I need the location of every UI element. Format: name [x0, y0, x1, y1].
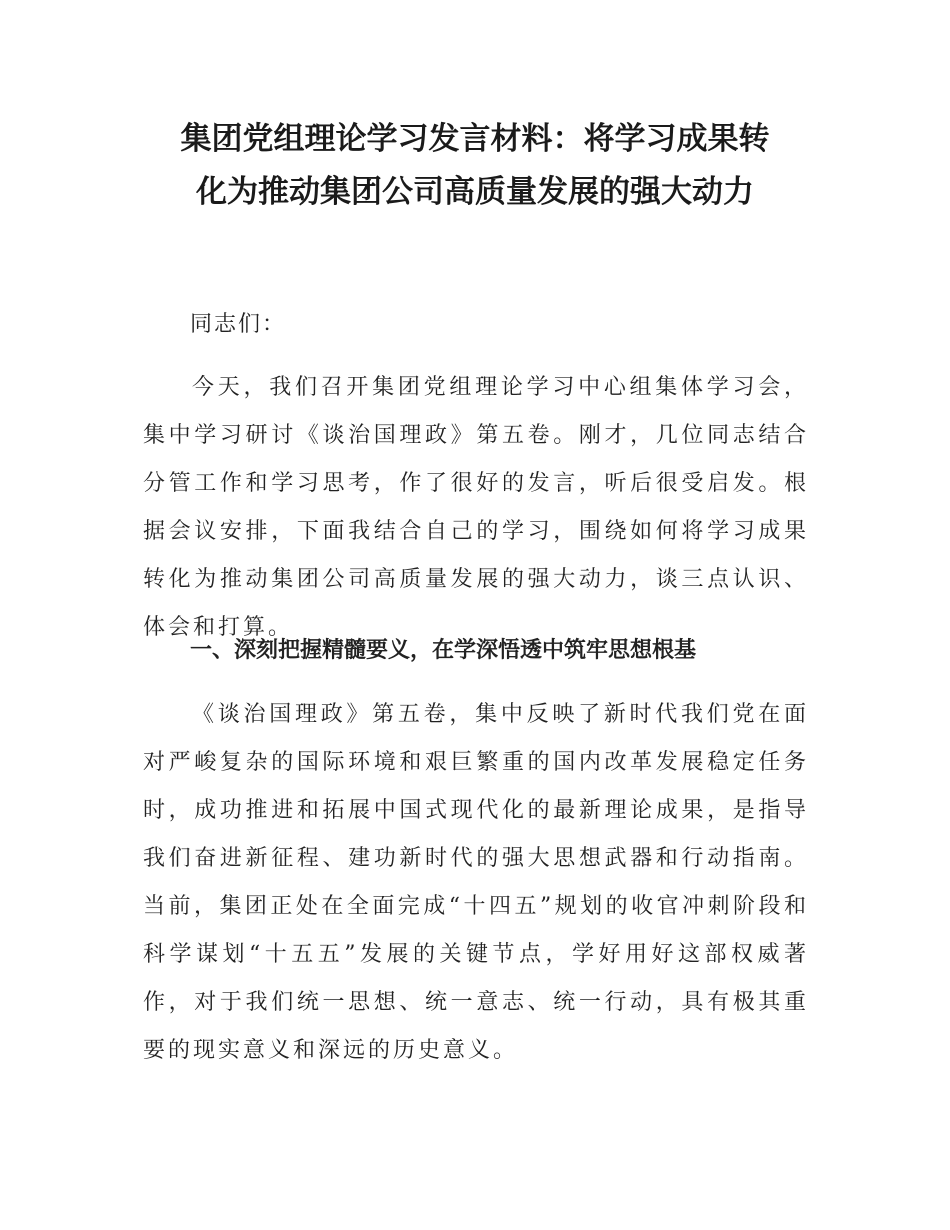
document-title	[120, 113, 830, 219]
paragraph-intro: 今天，我们召开集团党组理论学习中心组集体学习会，集中学习研讨《谈治国理政》第五卷。刚才，几位同志结合分管工作和学习思考，作了很好的发言，听后很受启发。根据会议安排，下面我结合自己的学习，围绕如何将学习成果转化为推动集团公司高质量发展的强大动力，谈三点认识、体会和打算。	[143, 375, 809, 640]
title-line-2: 化为推动集团公司高质量发展的强大动力	[196, 174, 754, 210]
title-line-1: 集团党组理论学习发言材料：将学习成果转	[180, 121, 770, 157]
salutation: 同志们：	[190, 312, 287, 337]
section-heading-1: 一、深刻把握精髓要义，在学深悟透中筑牢思想根基	[190, 638, 697, 663]
paragraph-section-1: 《谈治国理政》第五卷，集中反映了新时代我们党在面对严峻复杂的国际环境和艰巨繁重的国内改革发展稳定任务时，成功推进和拓展中国式现代化的最新理论成果，是指导我们奋进新征程、建功新时代的强大思想武器和行动指南。当前，集团正处在全面完成“十四五”规划的收官冲刺阶段和科学谋划“十五五”发展的关键节点，学好用好这部权威著作，对于我们统一思想、统一意志、统一行动，具有极其重要的现实意义和深远的历史意义。	[143, 702, 809, 1063]
